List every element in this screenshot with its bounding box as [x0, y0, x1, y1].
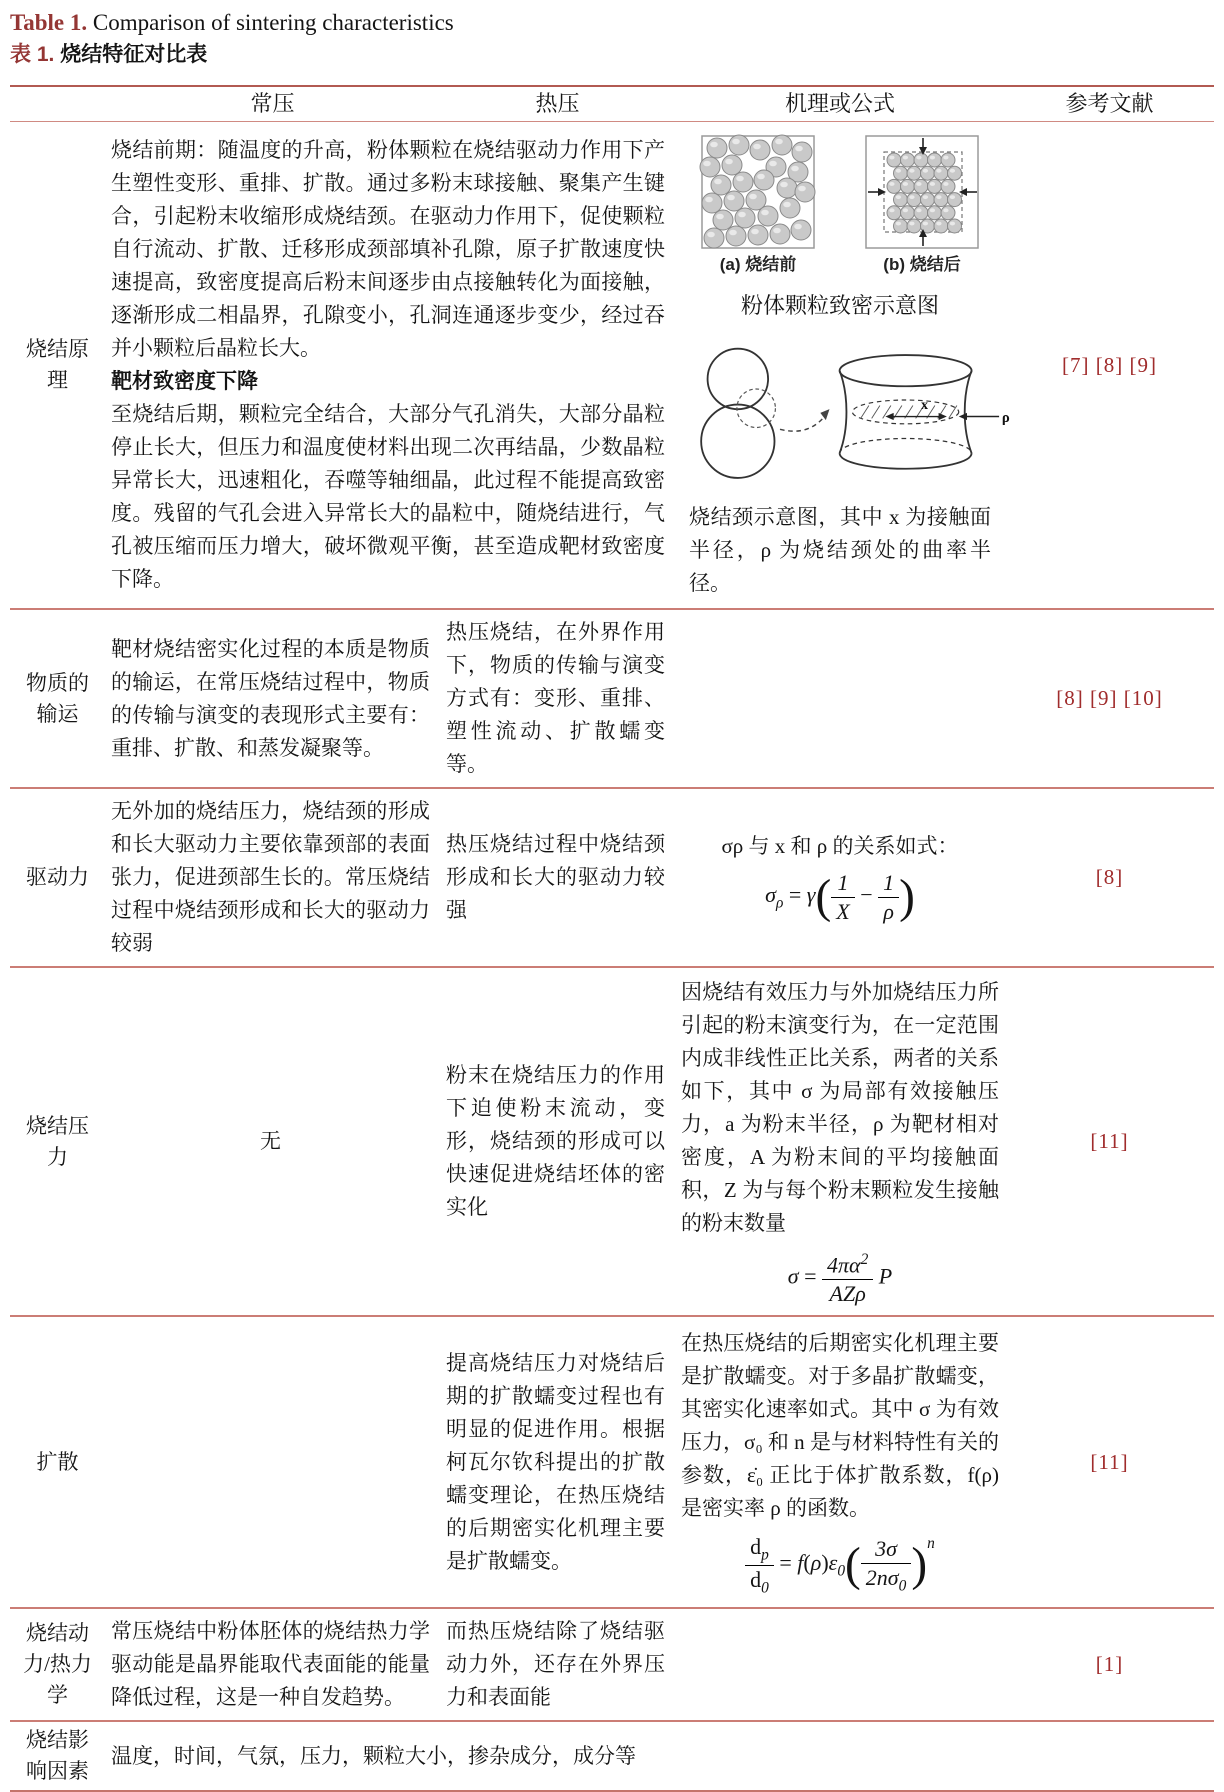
header-normal-pressure: 常压: [250, 91, 295, 116]
frac-den: ρ: [883, 898, 894, 924]
driving-hot-cell: 热压烧结过程中烧结颈形成和长大的驱动力较强: [446, 832, 665, 922]
principle-text-cell: [105, 128, 675, 602]
table-header-row: [10, 85, 1214, 122]
transport-normal-cell: 靶材烧结密实化过程的本质是物质的输运，在常压烧结过程中，物质的传输与演变的表现形式主要有：重排、扩散、和蒸发凝聚等。: [111, 636, 430, 760]
references-cell: [11]: [1090, 1129, 1129, 1154]
pressure-mechanism-text: 因烧结有效压力与外加烧结压力所引起的粉末演变行为，在一定范围内成非线性正比关系，两者的关系如下，其中 σ 为局部有效接触压力，a 为粉末半径，ρ 为靶材相对密度，A 为粉末间的平均接触面积，Z 为与每个粉末颗粒发生接触的粉末数量: [681, 980, 999, 1235]
header-references: 参考文献: [1065, 91, 1154, 116]
driving-normal-cell: 无外加的烧结压力，烧结颈的形成和长大驱动力主要依靠颈部的表面张力，促进颈部生长的。常压烧结过程中烧结颈形成和长大的驱动力较弱: [111, 799, 430, 955]
driving-mechanism-cell: [675, 822, 1005, 933]
table-row-thermodynamics: [10, 1607, 1214, 1720]
table-title-zh: [10, 41, 1214, 69]
table-row-driving-force: [10, 787, 1214, 966]
principle-mechanism-cell: [675, 122, 1010, 608]
references-cell: [8] [9] [10]: [1056, 686, 1163, 710]
diffusion-formula: [681, 1533, 999, 1597]
fig-label-a: (a) 烧结前: [719, 255, 797, 274]
table-number-en: Table 1.: [10, 10, 88, 35]
close-paren: ): [911, 1539, 928, 1592]
table-title-en: [10, 8, 1214, 38]
diffusion-normal-cell: [105, 1456, 440, 1468]
pressure-mechanism-cell: [675, 968, 1005, 1315]
row-label: 驱动力: [26, 865, 89, 889]
table-row-factors: [10, 1720, 1214, 1790]
frac-den: 2nσ: [865, 1564, 899, 1590]
frac-num-sup: 2: [860, 1251, 869, 1268]
references-cell: [7] [8] [9]: [1062, 352, 1157, 377]
sintering-neck-diagram: [681, 336, 1011, 486]
thermo-mechanism-cell: [675, 1659, 1005, 1671]
driving-formula-intro: σρ 与 x 和 ρ 的关系如式：: [721, 834, 959, 858]
neck-x-label: x: [921, 397, 929, 413]
neck-rho-label: ρ: [1001, 410, 1010, 426]
frac-den: AZρ: [829, 1280, 866, 1306]
formula-f: f: [797, 1550, 804, 1576]
formula-equals: =: [788, 882, 802, 908]
principle-paragraph-1: 烧结前期：随温度的升高，粉体颗粒在烧结驱动力作用下产生塑性变形、重排、扩散。通过多粉末球接触、聚集产生键合，引起粉末收缩形成烧结颈。在驱动力作用下，促使颗粒自行流动、扩散、迁移形成颈部填补孔隙，原子扩散速度快速提高，致密度提高后粉末间逐步由点接触转化为面接触，逐渐形成二相晶界，孔隙变小，孔洞连通逐步变少，经过吞并小颗粒后晶粒长大。: [111, 138, 665, 360]
diffusion-hot-cell: 提高烧结压力对烧结后期的扩散蠕变过程也有明显的促进作用。根据柯瓦尔钦科提出的扩散蠕变理论，在热压烧结的后期密实化机理主要是扩散蠕变。: [446, 1350, 665, 1573]
thermo-normal-cell: 常压烧结中粉体胚体的烧结热力学驱动能是晶界能取代表面能的能量降低过程，这是一种自发趋势。: [111, 1619, 430, 1710]
table-row-pressure: [10, 966, 1214, 1315]
header-hot-pressing: 热压: [535, 91, 580, 116]
pressure-hot-cell: 粉末在烧结压力的作用下迫使粉末流动，变形，烧结颈的形成可以快速促进烧结坯体的密实化: [446, 1063, 665, 1220]
packed-particles-group: [887, 153, 962, 233]
powder-densification-diagram: [690, 130, 990, 282]
open-paren: (: [815, 871, 832, 923]
row-label: 烧结压力: [26, 1113, 89, 1169]
frac-num: 3σ: [861, 1535, 912, 1564]
driving-formula: [681, 869, 999, 925]
row-label: 烧结动力/热力学: [23, 1621, 92, 1708]
frac-den: X: [836, 898, 850, 924]
principle-paragraph-2: 至烧结后期，颗粒完全结合，大部分气孔消失，大部分晶粒停止长大，但压力和温度使材料出现二次再结晶，少数晶粒异常长大，迅速粗化，吞噬等轴细晶，此过程不能提高致密度。残留的气孔会进入异常长大的晶粒中，随烧结进行，气孔被压缩而压力增大，破坏微观平衡，甚至造成靶材致密度下降。: [111, 402, 665, 591]
sintering-neck-figure: [681, 336, 1010, 491]
table-row-transport: [10, 608, 1214, 787]
formula-epsilon: ε: [828, 1550, 838, 1576]
formula-sigma: σ: [765, 882, 776, 908]
transport-mechanism-cell: [675, 693, 1005, 705]
formula-sigma: σ: [787, 1263, 799, 1289]
table-row-diffusion: [10, 1315, 1214, 1607]
thermo-hot-cell: 而热压烧结除了烧结驱动力外，还存在外界压力和表面能: [446, 1619, 665, 1710]
references-cell: [11]: [1090, 1449, 1129, 1474]
open-paren-small: (: [803, 1550, 811, 1576]
frac-den: d: [750, 1566, 762, 1592]
row-label: 烧结影响因素: [26, 1728, 89, 1784]
references-cell: [1]: [1095, 1652, 1124, 1677]
powder-densification-figure: [681, 130, 999, 287]
frac-num: 1: [878, 869, 899, 898]
row-label: 物质的输运: [26, 670, 89, 726]
formula-epsilon-sub: 0: [837, 1562, 846, 1580]
open-paren: (: [845, 1539, 861, 1592]
table-number-zh: 表 1.: [10, 43, 55, 66]
row-label: 扩散: [36, 1449, 79, 1474]
formula-gamma: γ: [806, 882, 816, 908]
references-cell: [8]: [1095, 865, 1124, 889]
diffusion-mechanism-text: 在热压烧结的后期密实化机理主要是扩散蠕变。对于多晶扩散蠕变，其密实化速率如式。其中 σ 为有效压力，σ₀ 和 n 是与材料特性有关的参数，ε̇₀ 正比于体扩散系数，f(ρ)是密实率 ρ 的函数。: [681, 1331, 999, 1521]
close-paren: ): [899, 871, 915, 923]
formula-rho: ρ: [810, 1550, 822, 1576]
transport-hot-cell: 热压烧结，在外界作用下，物质的传输与演变方式有：变形、重排、塑性流动、扩散蠕变等。: [446, 620, 665, 776]
comparison-table: [10, 85, 1214, 1792]
pressure-normal-cell: 无: [260, 1129, 281, 1154]
table-caption-en: Comparison of sintering characteristics: [87, 10, 454, 35]
formula-sigma-sub: ρ: [775, 894, 784, 912]
frac-num: 4πα: [827, 1252, 861, 1278]
header-mechanism: 机理或公式: [784, 91, 895, 116]
fig-label-b: (b) 烧结后: [883, 255, 961, 274]
powder-figure-caption: 粉体颗粒致密示意图: [740, 293, 939, 318]
frac-num-sub: p: [761, 1546, 769, 1564]
formula-equals: =: [779, 1550, 792, 1576]
diffusion-mechanism-cell: [675, 1319, 1005, 1605]
formula-equals: =: [804, 1263, 817, 1289]
table-caption-zh: 烧结特征对比表: [54, 43, 208, 66]
principle-bold-line: 靶材致密度下降: [111, 369, 258, 393]
formula-exponent: n: [927, 1535, 935, 1553]
neck-figure-caption: 烧结颈示意图，其中 x 为接触面半径，ρ 为烧结颈处的曲率半径。: [689, 505, 991, 595]
table-row-principle: [10, 122, 1214, 608]
frac-num: d: [750, 1534, 762, 1560]
frac-den-sub: 0: [898, 1577, 907, 1595]
formula-P: P: [878, 1263, 893, 1289]
pressure-formula: [681, 1250, 999, 1307]
loose-particles-group: [700, 135, 815, 248]
frac-num: 1: [831, 869, 854, 898]
factors-text-cell: 温度，时间，气氛，压力，颗粒大小，掺杂成分，成分等: [111, 1743, 636, 1768]
close-paren-small: ): [821, 1550, 829, 1576]
frac-den-sub: 0: [761, 1579, 769, 1597]
row-label: 烧结原理: [26, 337, 89, 392]
formula-minus: −: [860, 882, 873, 908]
